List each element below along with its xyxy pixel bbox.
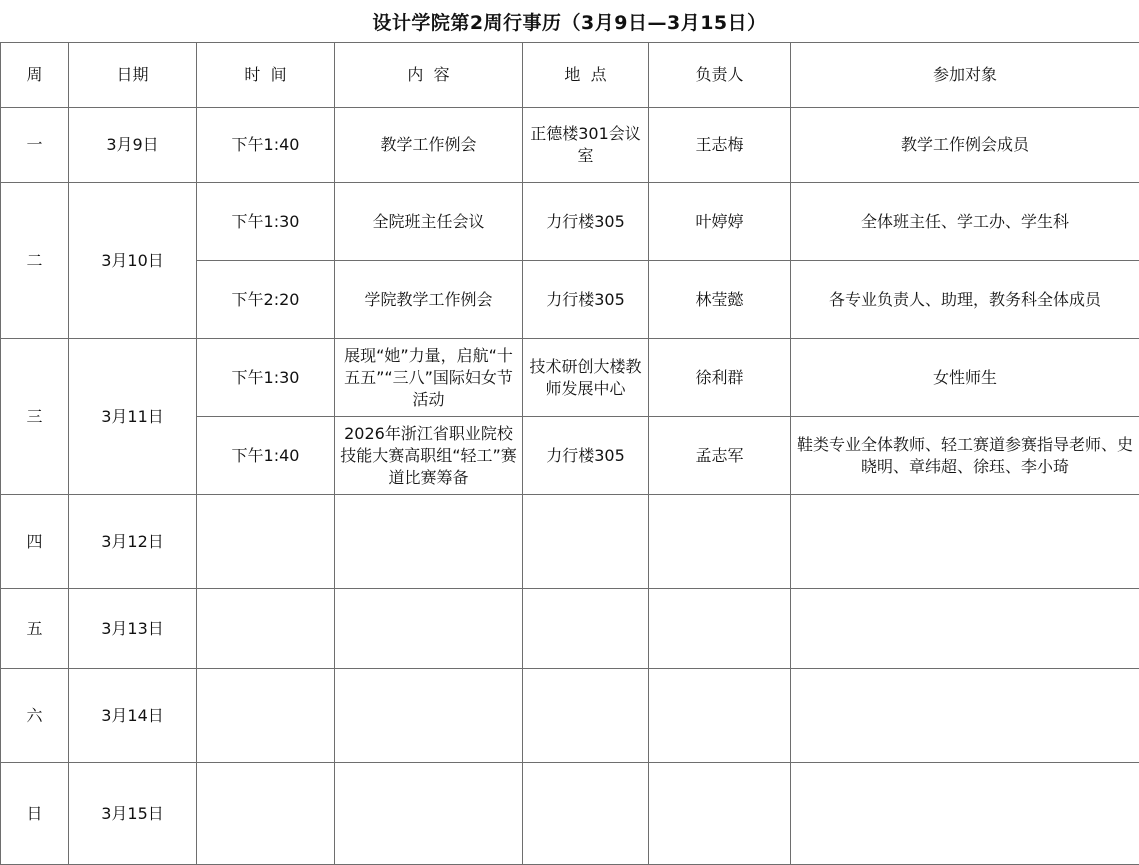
owner-cell — [649, 669, 791, 763]
time-cell — [197, 495, 335, 589]
content-cell — [335, 589, 523, 669]
owner-cell: 王志梅 — [649, 108, 791, 183]
participants-cell: 各专业负责人、助理，教务科全体成员 — [791, 261, 1139, 339]
week-cell: 一 — [1, 108, 69, 183]
participants-cell — [791, 669, 1139, 763]
participants-cell: 全体班主任、学工办、学生科 — [791, 183, 1139, 261]
owner-cell — [649, 495, 791, 589]
participants-cell: 女性师生 — [791, 339, 1139, 417]
table-row — [1, 763, 1139, 865]
header-participants: 参加对象 — [791, 43, 1139, 108]
table-row — [1, 589, 1139, 669]
time-cell: 下午1:40 — [197, 417, 335, 495]
location-cell: 力行楼305 — [523, 261, 649, 339]
content-cell: 学院教学工作例会 — [335, 261, 523, 339]
week-cell: 六 — [1, 669, 69, 763]
header-row — [1, 43, 1139, 108]
time-cell — [197, 763, 335, 865]
content-cell: 全院班主任会议 — [335, 183, 523, 261]
time-cell: 下午2:20 — [197, 261, 335, 339]
table-row — [1, 495, 1139, 589]
table-row — [1, 183, 1139, 261]
owner-cell: 林莹懿 — [649, 261, 791, 339]
location-cell — [523, 589, 649, 669]
date-cell: 3月12日 — [69, 495, 197, 589]
week-cell: 五 — [1, 589, 69, 669]
date-cell: 3月10日 — [69, 183, 197, 339]
content-cell: 2026年浙江省职业院校技能大赛高职组“轻工”赛道比赛筹备 — [335, 417, 523, 495]
week-cell: 四 — [1, 495, 69, 589]
location-cell — [523, 763, 649, 865]
time-cell — [197, 669, 335, 763]
time-cell: 下午1:30 — [197, 183, 335, 261]
time-cell: 下午1:30 — [197, 339, 335, 417]
content-cell: 教学工作例会 — [335, 108, 523, 183]
participants-cell: 教学工作例会成员 — [791, 108, 1139, 183]
location-cell — [523, 669, 649, 763]
table-row — [1, 339, 1139, 417]
table-row — [1, 108, 1139, 183]
participants-cell: 鞋类专业全体教师、轻工赛道参赛指导老师、史晓明、章纬超、徐珏、李小琦 — [791, 417, 1139, 495]
header-date: 日期 — [69, 43, 197, 108]
location-cell: 力行楼305 — [523, 183, 649, 261]
participants-cell — [791, 589, 1139, 669]
date-cell: 3月9日 — [69, 108, 197, 183]
time-cell: 下午1:40 — [197, 108, 335, 183]
date-cell: 3月11日 — [69, 339, 197, 495]
content-cell — [335, 669, 523, 763]
header-week: 周 — [1, 43, 69, 108]
week-cell: 三 — [1, 339, 69, 495]
content-cell — [335, 495, 523, 589]
owner-cell: 叶婷婷 — [649, 183, 791, 261]
schedule-table — [0, 42, 1139, 865]
owner-cell — [649, 589, 791, 669]
date-cell: 3月14日 — [69, 669, 197, 763]
location-cell — [523, 495, 649, 589]
week-cell: 二 — [1, 183, 69, 339]
content-cell: 展现“她”力量，启航“十五五”“三八”国际妇女节活动 — [335, 339, 523, 417]
page-title: 设计学院第2周行事历（3月9日—3月15日） — [0, 0, 1139, 43]
header-time: 时 间 — [197, 43, 335, 108]
location-cell: 技术研创大楼教师发展中心 — [523, 339, 649, 417]
participants-cell — [791, 495, 1139, 589]
header-owner: 负责人 — [649, 43, 791, 108]
date-cell: 3月13日 — [69, 589, 197, 669]
content-cell — [335, 763, 523, 865]
date-cell: 3月15日 — [69, 763, 197, 865]
participants-cell — [791, 763, 1139, 865]
owner-cell: 徐利群 — [649, 339, 791, 417]
table-row — [1, 669, 1139, 763]
header-location: 地 点 — [523, 43, 649, 108]
header-content: 内 容 — [335, 43, 523, 108]
owner-cell — [649, 763, 791, 865]
time-cell — [197, 589, 335, 669]
week-cell: 日 — [1, 763, 69, 865]
location-cell: 正德楼301会议室 — [523, 108, 649, 183]
location-cell: 力行楼305 — [523, 417, 649, 495]
owner-cell: 孟志军 — [649, 417, 791, 495]
